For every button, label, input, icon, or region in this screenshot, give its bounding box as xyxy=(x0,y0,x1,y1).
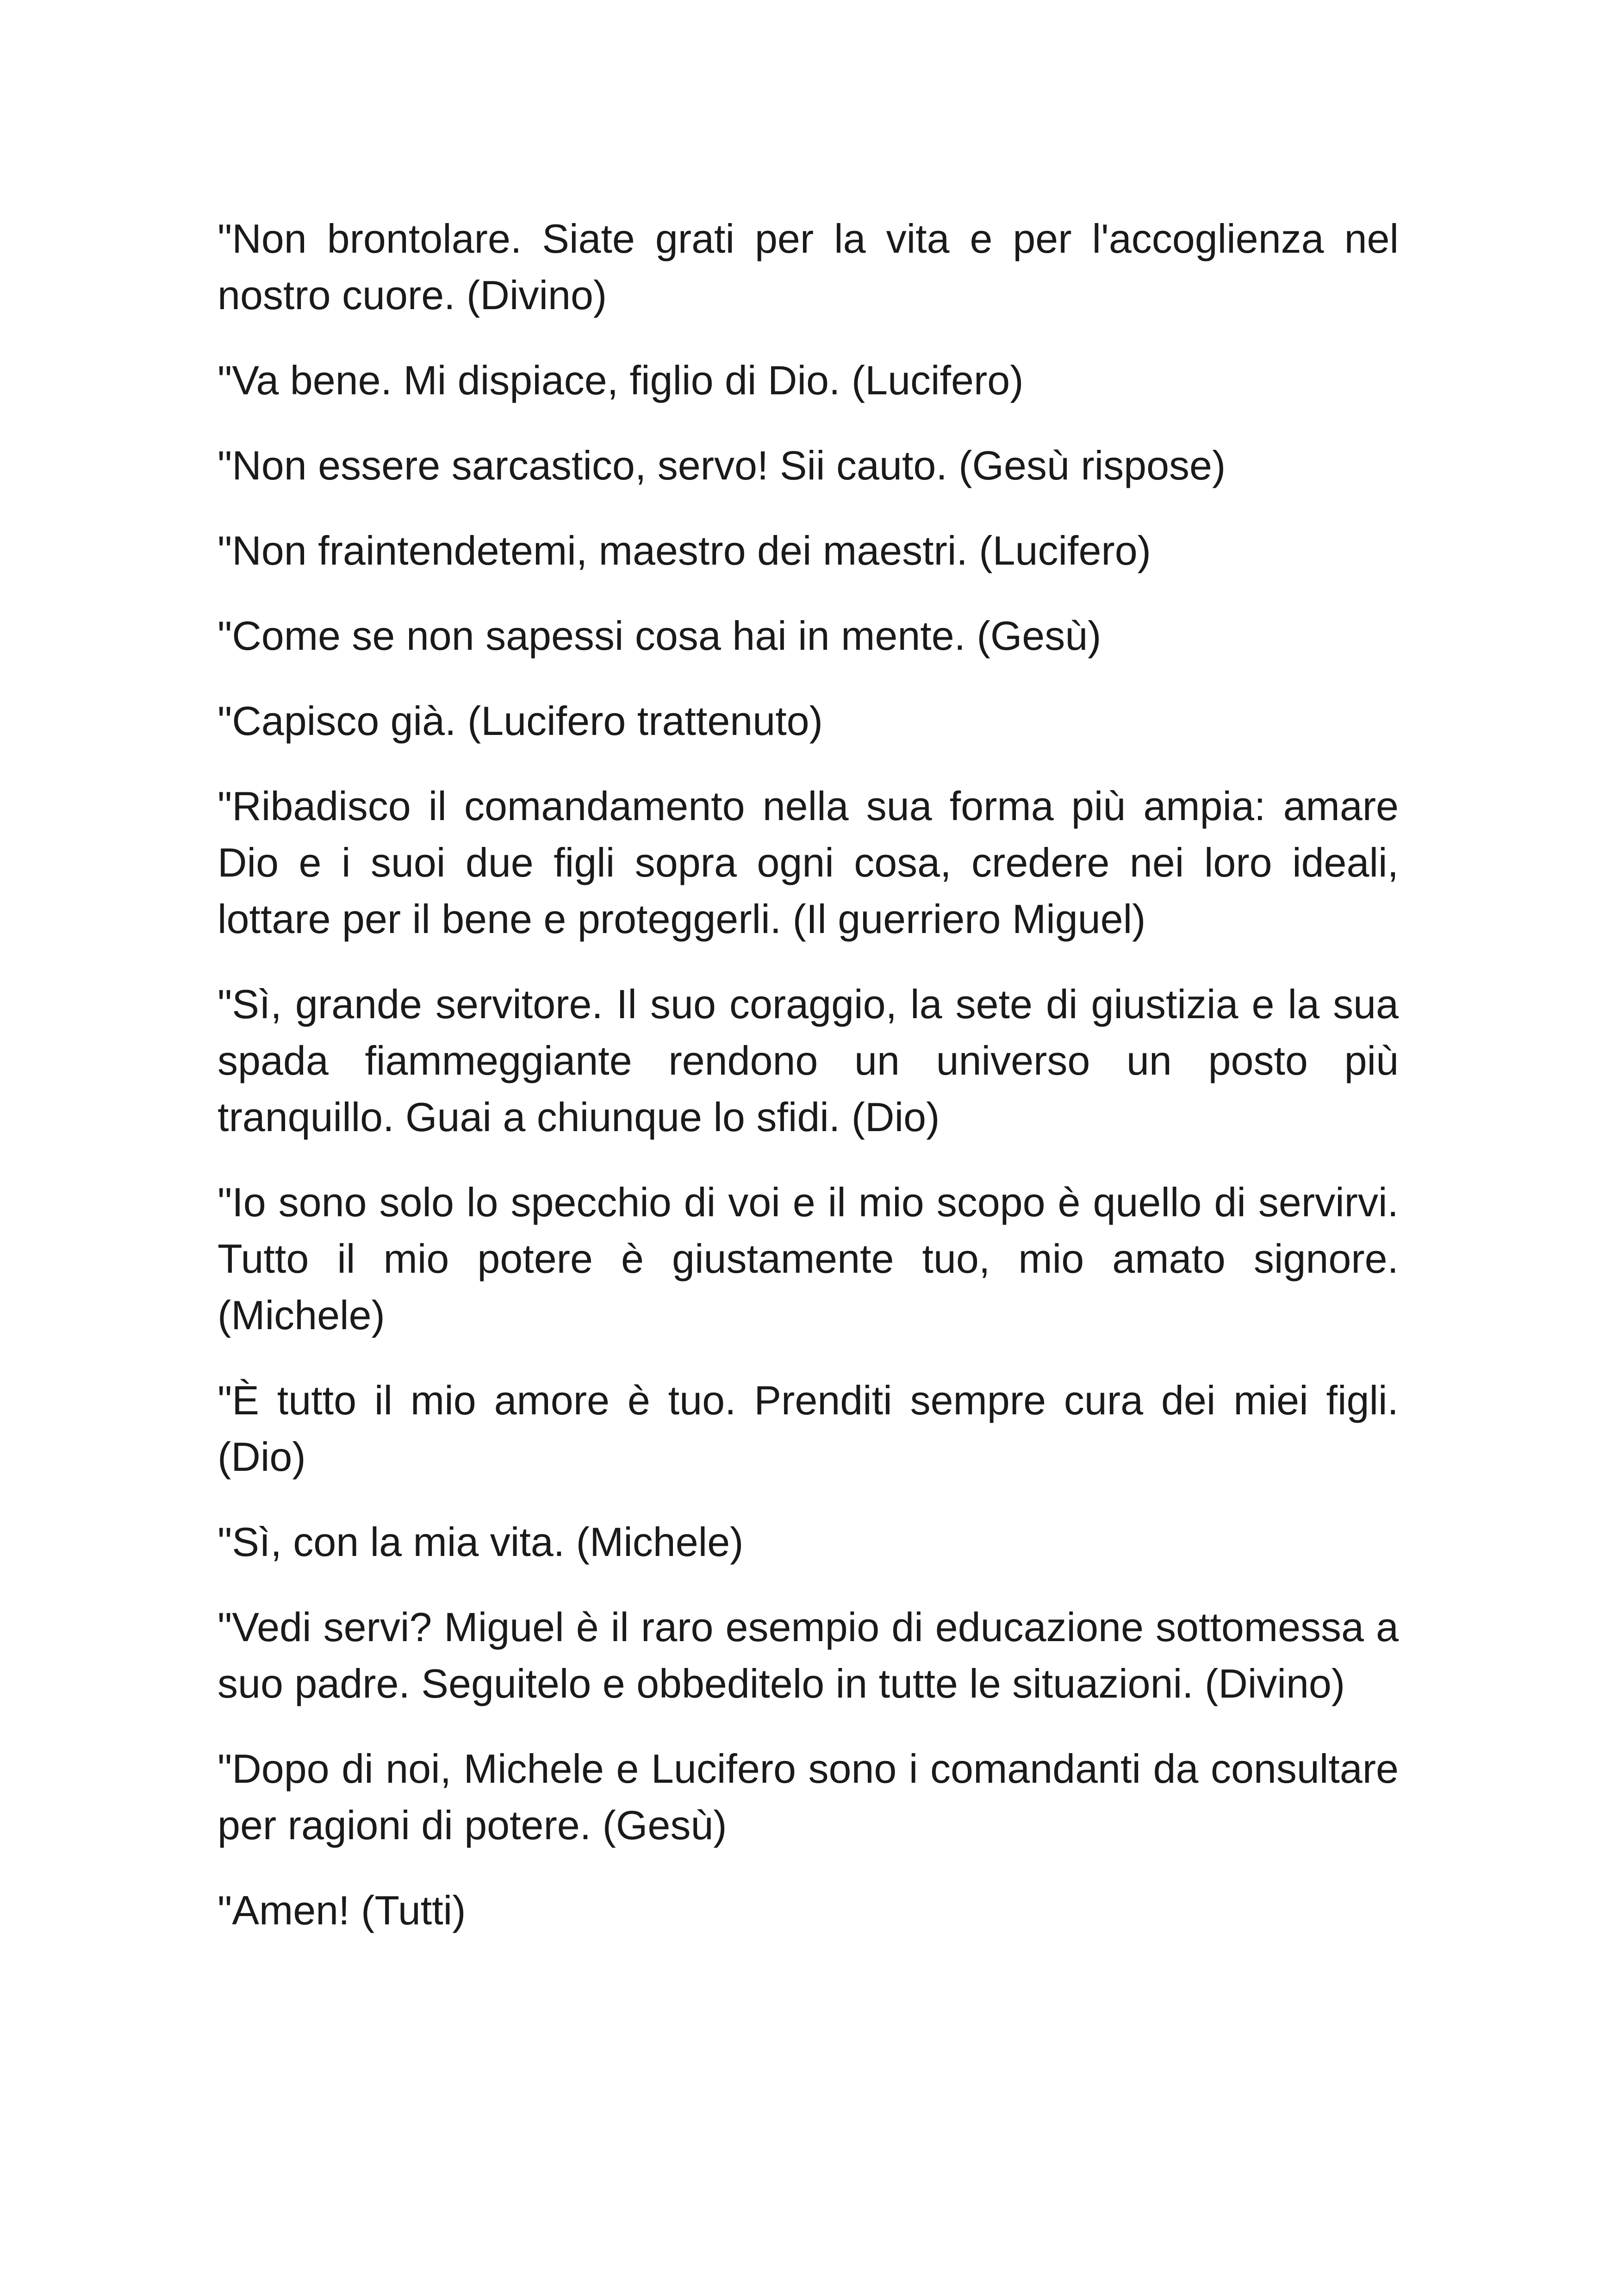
dialogue-paragraph: "Sì, con la mia vita. (Michele) xyxy=(218,1519,744,1565)
dialogue-paragraph: "Ribadisco il comandamento nella sua forma più ampia: amare Dio e i suoi due figli sopra ogni cosa, credere nei loro ideali, lottare per il bene e proteggerli. (Il guerriero Miguel) xyxy=(218,783,1399,942)
dialogue-paragraph: "Come se non sapessi cosa hai in mente. (Gesù) xyxy=(218,613,1101,659)
dialogue-paragraph: "Non brontolare. Siate grati per la vita e per l'accoglienza nel nostro cuore. (Divino) xyxy=(218,216,1399,318)
dialogue-paragraph: "Capisco già. (Lucifero trattenuto) xyxy=(218,698,823,744)
dialogue-paragraph: "Va bene. Mi dispiace, figlio di Dio. (Lucifero) xyxy=(218,357,1024,403)
text-column xyxy=(218,211,1399,1967)
dialogue-paragraph: "È tutto il mio amore è tuo. Prenditi sempre cura dei miei figli. (Dio) xyxy=(218,1377,1399,1480)
dialogue-paragraph: "Dopo di noi, Michele e Lucifero sono i comandanti da consultare per ragioni di potere. (Gesù) xyxy=(218,1746,1399,1848)
dialogue-paragraph: "Non essere sarcastico, servo! Sii cauto. (Gesù rispose) xyxy=(218,442,1226,488)
dialogue-paragraph: "Non fraintendetemi, maestro dei maestri. (Lucifero) xyxy=(218,528,1151,573)
dialogue-paragraph: "Sì, grande servitore. Il suo coraggio, la sete di giustizia e la sua spada fiammeggiante rendono un universo un posto più tranquillo. Guai a chiunque lo sfidi. (Dio) xyxy=(218,981,1399,1140)
dialogue-paragraph: "Vedi servi? Miguel è il raro esempio di educazione sottomessa a suo padre. Seguitelo e obbeditelo in tutte le situazioni. (Divino) xyxy=(218,1604,1399,1706)
dialogue-paragraph: "Amen! (Tutti) xyxy=(218,1887,466,1933)
dialogue-paragraph: "Io sono solo lo specchio di voi e il mio scopo è quello di servirvi. Tutto il mio potere è giustamente tuo, mio amato signore. (Michele) xyxy=(218,1179,1399,1338)
